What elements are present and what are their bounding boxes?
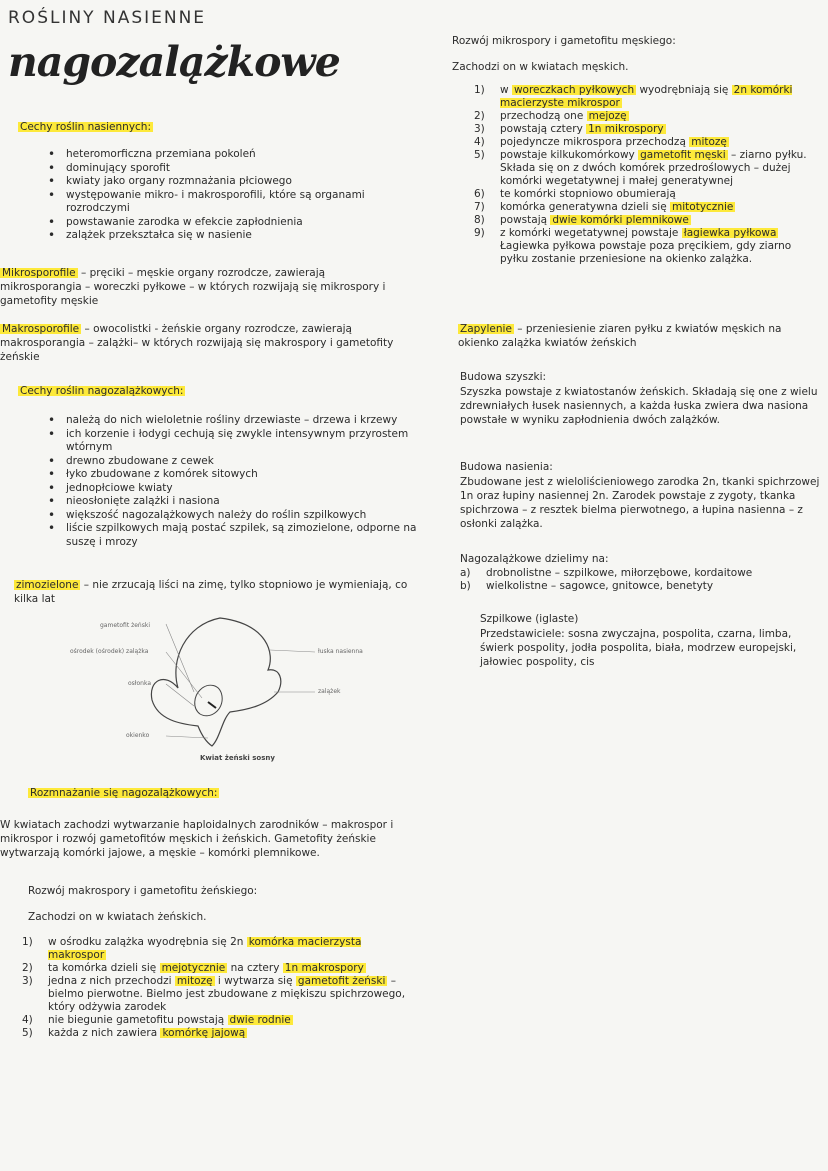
- list-item: 1) w woreczkach pyłkowych wyodrębniają się 2n komórki macierzyste mikrospor: [474, 84, 793, 109]
- list-item: • łyko zbudowane z komórek sitowych: [40, 468, 420, 482]
- list-item: 7) komórka generatywna dzieli się mitotycznie: [474, 201, 734, 213]
- list-item: 5) każda z nich zawiera komórkę jajową: [22, 1027, 246, 1039]
- gymno-features-heading: Cechy roślin nagozalążkowych:: [20, 385, 184, 397]
- label-okienko: okienko: [126, 732, 150, 739]
- leader-line: [270, 650, 315, 652]
- list-item: • ich korzenie i łodygi cechują się zwykle intensywnym przyrostem wtórnym: [40, 428, 420, 455]
- seed-features-list: [40, 148, 400, 243]
- szyszka-text: Szyszka powstaje z kwiatostanów żeńskich. Składają się one z wielu zdrewniałych łusek nasiennych, a każda łuska zwiera dwa nasiona powstałe w wyniku zapłodnienia dwóch zalążków.: [460, 386, 818, 426]
- list-item: • drewno zbudowane z cewek: [40, 455, 420, 469]
- makrosporofile-definition: Makrosporofile – owocolistki - żeńskie organy rozrodcze, zawierają makrosporangia – zalążki– w których rozwijają się makrospory i gametofity żeńskie: [0, 323, 394, 363]
- division-heading: Nagozalążkowe dzielimy na:: [460, 553, 609, 565]
- list-item: 5) powstaje kilkukomórkowy gametofit męski – ziarno pyłku. Składa się on z dwóch komórek przedroślowych – dużej komórki wegetatywnej i małej generatywnej: [474, 149, 807, 187]
- female-dev-intro: Zachodzi on w kwiatach żeńskich.: [28, 911, 207, 923]
- list-item: 1) w ośrodku zalążka wyodrębnia się 2n komórka macierzysta makrospor: [22, 936, 362, 961]
- pine-female-flower-diagram: [70, 610, 400, 770]
- szyszka-heading: Budowa szyszki:: [460, 371, 547, 383]
- zapylenie-definition: Zapylenie – przeniesienie ziaren pyłku z kwiatów męskich na okienko zalążka kwiatów żeńskich: [458, 323, 782, 349]
- male-dev-intro: Zachodzi on w kwiatach męskich.: [452, 61, 629, 73]
- diagram-caption: Kwiat żeński sosny: [200, 754, 275, 762]
- list-item: 4) nie biegunie gametofitu powstają dwie rodnie: [22, 1014, 291, 1026]
- nasienie-text: Zbudowane jest z wieloliścieniowego zarodka 2n, tkanki spichrzowej 1n oraz łupiny nasiennej 2n. Zarodek powstaje z zygoty, tkanka spichrzowa – z resztek bielma pierwotnego, a łupina nasienna – z osłonki zalążka.: [460, 476, 820, 530]
- szpilkowe-heading: Szpilkowe (iglaste): [480, 613, 579, 625]
- ovule-core: [208, 702, 216, 708]
- list-item: 4) pojedyncze mikrospora przechodzą mitozę: [474, 136, 727, 148]
- male-dev-steps: [474, 84, 814, 266]
- list-item: a) drobnolistne – szpilkowe, miłorzębowe, kordaitowe: [460, 567, 753, 579]
- list-item: • występowanie mikro- i makrosporofili, które są organami rozrodczymi: [40, 189, 400, 216]
- label-oslonka: osłonka: [128, 680, 152, 687]
- list-item: 3) powstają cztery 1n mikrospory: [474, 123, 664, 135]
- list-item: • należą do nich wieloletnie rośliny drzewiaste – drzewa i krzewy: [40, 414, 420, 428]
- list-item: • heteromorficzna przemiana pokoleń: [40, 148, 400, 162]
- list-item: 2) przechodzą one mejozę: [474, 110, 627, 122]
- label-osrodek: ośrodek (ośrodek) zalążka: [70, 648, 149, 655]
- list-item: 6) te komórki stopniowo obumierają: [474, 188, 676, 200]
- mikrosporofile-definition: Mikrosporofile – pręciki – męskie organy rozrodcze, zawierają mikrosporangia – woreczki pyłkowe – w których rozwijają się mikrospory i gametofity męskie: [0, 267, 386, 307]
- list-item: • jednopłciowe kwiaty: [40, 482, 420, 496]
- list-item: • kwiaty jako organy rozmnażania płciowego: [40, 175, 400, 189]
- leader-line: [166, 684, 194, 706]
- list-item: 2) ta komórka dzieli się mejotycznie na cztery 1n makrospory: [22, 962, 364, 974]
- page-title: nagozalążkowe: [8, 38, 340, 86]
- szpilkowe-text: Przedstawiciele: sosna zwyczajna, pospolita, czarna, limba, świerk pospolity, jodła pospolita, biała, modrzew europejski, jałowiec pospolity, cis: [480, 628, 797, 668]
- reproduction-heading: Rozmnażanie się nagozalążkowych:: [30, 787, 218, 799]
- leader-line: [166, 652, 202, 698]
- list-item: • większość nagozalążkowych należy do roślin szpilkowych: [40, 509, 420, 523]
- leader-line: [166, 736, 208, 738]
- list-item: 8) powstają dwie komórki plemnikowe: [474, 214, 689, 226]
- ovule-shape: [195, 685, 222, 716]
- nasienie-heading: Budowa nasienia:: [460, 461, 553, 473]
- list-item: • powstawanie zarodka w efekcie zapłodnienia: [40, 216, 400, 230]
- female-dev-steps: [22, 936, 422, 1040]
- list-item: 9) z komórki wegetatywnej powstaje łagiewka pyłkowa Łagiewka pyłkowa powstaje poza pręcikiem, gdy ziarno pyłku zostanie przeniesione na okienko zalążka.: [474, 227, 792, 265]
- list-item: b) wielkolistne – sagowce, gnitowce, benetyty: [460, 580, 714, 592]
- male-dev-heading: Rozwój mikrospory i gametofitu męskiego:: [452, 35, 676, 47]
- list-item: • nieosłonięte zalążki i nasiona: [40, 495, 420, 509]
- list-item: • liście szpilkowych mają postać szpilek, są zimozielone, odporne na suszę i mrozy: [40, 522, 420, 549]
- list-item: • zalążek przekształca się w nasienie: [40, 229, 400, 243]
- division-list: [460, 567, 820, 593]
- list-item: • dominujący sporofit: [40, 162, 400, 176]
- reproduction-text: W kwiatach zachodzi wytwarzanie haploidalnych zarodników – makrospor i mikrospor i rozwój gametofitów męskich i żeńskich. Gametofity żeńskie wytwarzają komórki jajowe, a męskie – komórki plemnikowe.: [0, 819, 394, 859]
- diagram-svg: [70, 610, 400, 770]
- page-subtitle: ROŚLINY NASIENNE: [8, 8, 207, 28]
- label-zalazek: zalążek: [318, 688, 341, 695]
- female-dev-heading: Rozwój makrospory i gametofitu żeńskiego:: [28, 885, 258, 897]
- list-item: 3) jedna z nich przechodzi mitozę i wytwarza się gametofit żeński – bielmo pierwotne. Bielmo jest zbudowane z miękiszu spichrzowego, który odżywia zarodek: [22, 975, 406, 1013]
- zimozielone-definition: zimozielone – nie zrzucają liści na zimę, tylko stopniowo je wymieniają, co kilka lat: [14, 579, 408, 605]
- gymno-features-list: [40, 414, 420, 549]
- seed-scale-outline: [151, 618, 280, 746]
- label-luska: łuska nasienna: [318, 648, 363, 655]
- label-gametofit: gametofit żeński: [100, 622, 150, 629]
- seed-features-heading: Cechy roślin nasiennych:: [20, 121, 152, 133]
